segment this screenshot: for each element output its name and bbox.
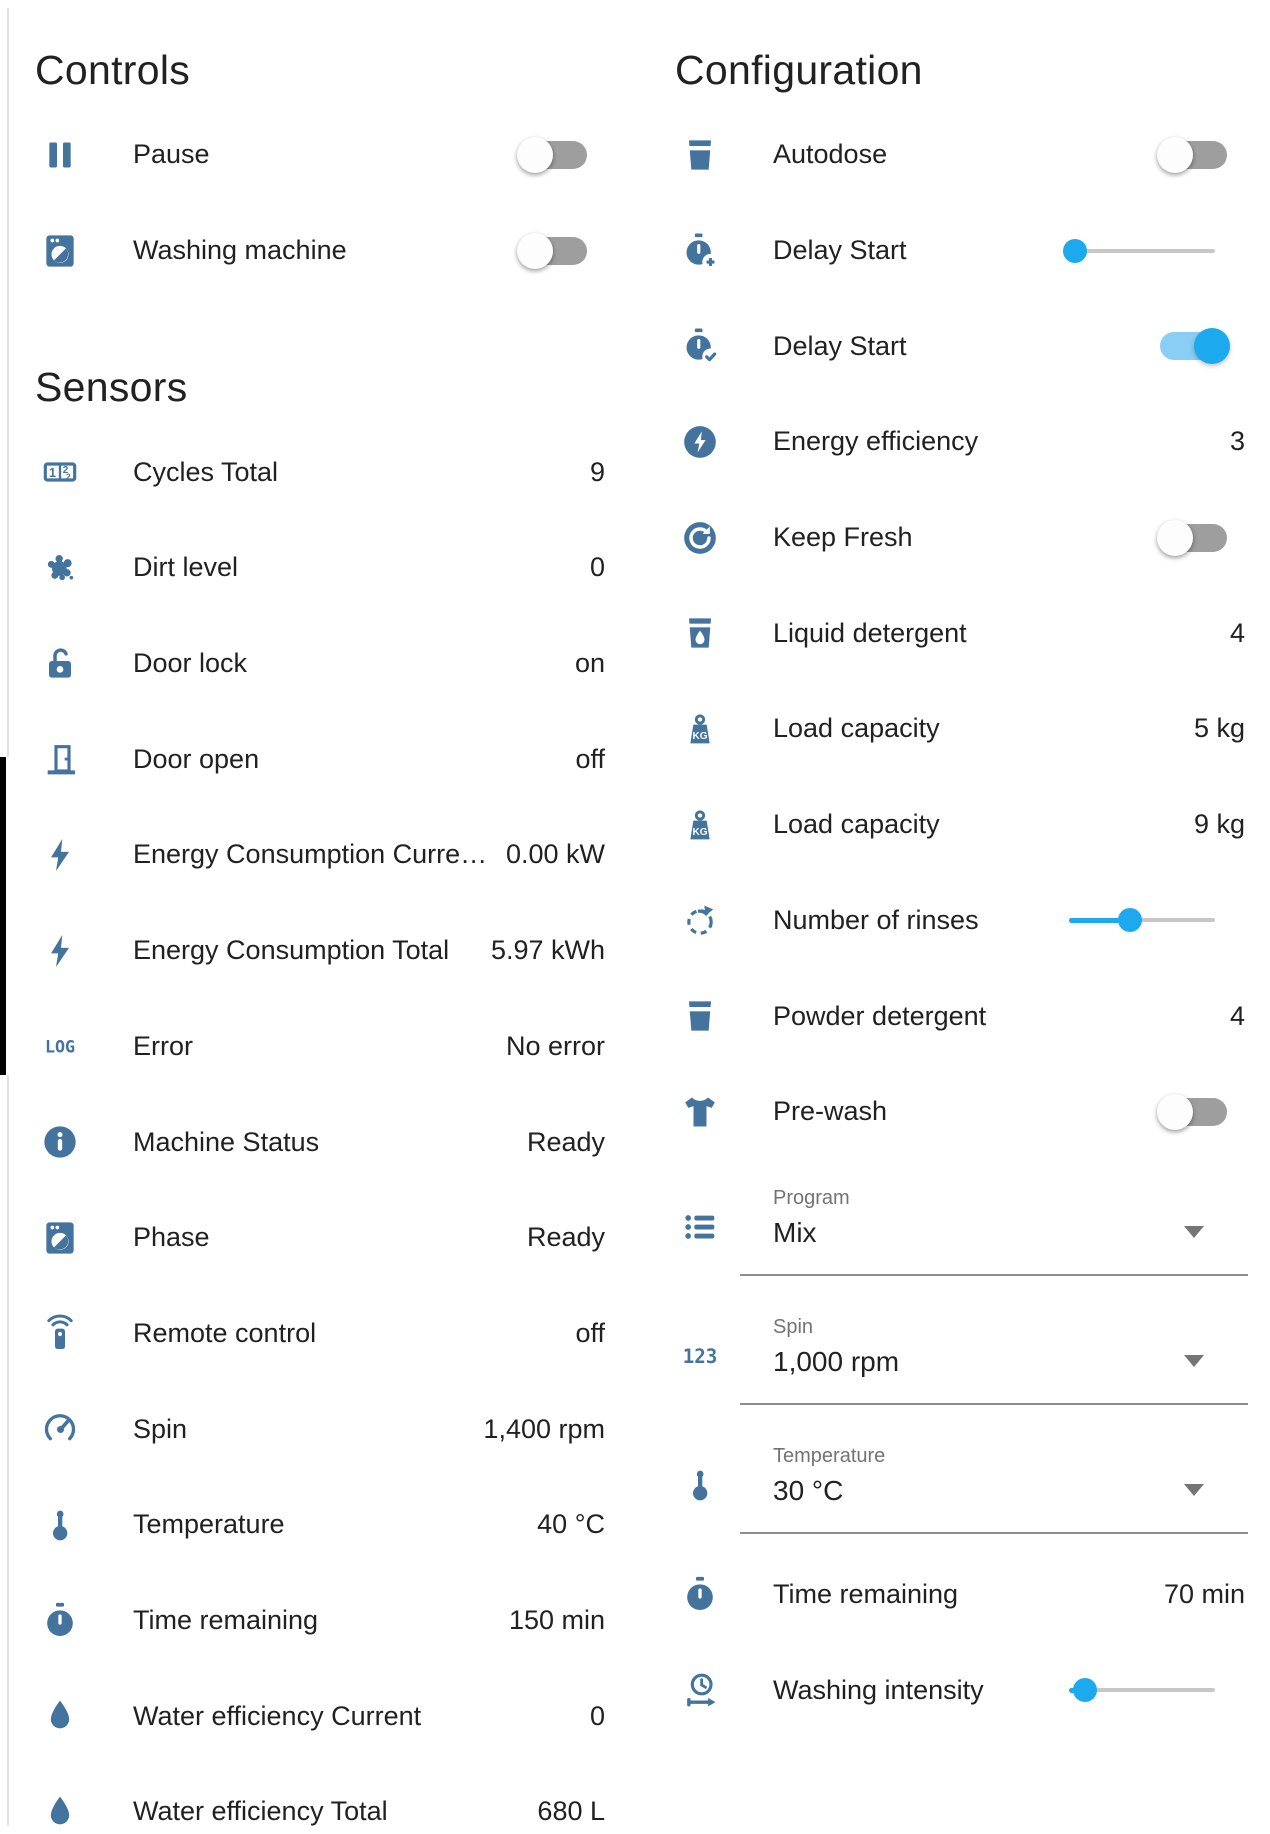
row-label: Delay Start xyxy=(773,235,907,266)
dirt-splat-icon xyxy=(40,548,80,588)
flash-icon xyxy=(40,835,80,875)
configuration-title: Configuration xyxy=(675,46,923,93)
flash-circle-icon xyxy=(680,422,720,462)
row-value: 0 xyxy=(589,552,605,583)
slider-thumb[interactable] xyxy=(1118,908,1142,932)
row-label: Water efficiency Current xyxy=(133,1700,422,1731)
select-label: Spin xyxy=(773,1315,814,1338)
select-value: 1,000 rpm xyxy=(773,1345,900,1377)
toggle-thumb[interactable] xyxy=(517,233,553,269)
sensor-row-dirt-level[interactable] xyxy=(8,520,608,616)
sensor-row-remote-control[interactable] xyxy=(8,1286,608,1382)
row-value: 9 kg xyxy=(1193,809,1245,840)
select-body[interactable] xyxy=(773,1160,1248,1249)
svg-text:KG: KG xyxy=(692,730,708,742)
row-label: Phase xyxy=(133,1222,210,1253)
select-underline xyxy=(740,1532,1248,1534)
config-row-delay-start-toggle[interactable] xyxy=(648,298,1248,394)
row-label: Remote control xyxy=(133,1317,317,1348)
clock-arrow-icon xyxy=(680,1670,720,1710)
row-value: Ready xyxy=(526,1126,605,1157)
toggle-thumb[interactable] xyxy=(1194,328,1230,364)
water-drop-icon xyxy=(40,1792,80,1832)
row-value: 4 xyxy=(1229,1000,1245,1031)
row-label: Energy Consumption Curre… xyxy=(133,839,488,870)
washing-machine-toggle[interactable] xyxy=(520,237,587,265)
control-row-washing-machine[interactable] xyxy=(8,203,608,299)
config-row-time-remaining[interactable] xyxy=(648,1547,1248,1643)
lock-open-icon xyxy=(40,644,80,684)
right-column xyxy=(648,0,1248,1738)
row-label: Keep Fresh xyxy=(773,522,913,553)
washing-machine-icon xyxy=(40,1218,80,1258)
config-row-powder-detergent[interactable] xyxy=(648,968,1248,1064)
detergent-cup-icon xyxy=(680,135,720,175)
door-open-icon xyxy=(40,739,80,779)
weight-kg-icon xyxy=(680,709,720,749)
autodose-toggle[interactable] xyxy=(1160,141,1227,169)
toggle-thumb[interactable] xyxy=(1157,1094,1193,1130)
sensor-row-machine-status[interactable] xyxy=(8,1094,608,1190)
select-value: Mix xyxy=(773,1216,817,1248)
row-label: Liquid detergent xyxy=(773,617,967,648)
remote-control-icon xyxy=(40,1313,80,1353)
left-column xyxy=(8,0,608,1834)
sensor-row-door-open[interactable] xyxy=(8,711,608,807)
pause-icon xyxy=(40,135,80,175)
row-label: Energy Consumption Total xyxy=(133,935,450,966)
row-value: 4 xyxy=(1229,617,1245,648)
tshirt-icon xyxy=(680,1092,720,1132)
row-label: Machine Status xyxy=(133,1126,320,1157)
select-label: Temperature xyxy=(773,1444,886,1467)
select-label: Program xyxy=(773,1186,850,1209)
select-row-temperature[interactable] xyxy=(648,1418,1248,1547)
sensors-title: Sensors xyxy=(35,364,188,411)
slider-thumb[interactable] xyxy=(1073,1678,1097,1702)
select-row-spin[interactable] xyxy=(648,1289,1248,1418)
row-label: Dirt level xyxy=(133,552,239,583)
slider-track[interactable] xyxy=(1069,249,1215,253)
sensor-row-error[interactable] xyxy=(8,999,608,1095)
row-value: on xyxy=(574,648,605,679)
row-label: Powder detergent xyxy=(773,1000,987,1031)
svg-text:2: 2 xyxy=(62,465,69,477)
svg-text:LOG: LOG xyxy=(44,1037,76,1057)
sensor-row-water-efficiency-current[interactable] xyxy=(8,1668,608,1764)
select-body[interactable] xyxy=(773,1418,1248,1507)
row-value: 70 min xyxy=(1163,1578,1245,1609)
row-label: Cycles Total xyxy=(133,456,279,487)
config-row-liquid-detergent[interactable] xyxy=(648,585,1248,681)
select-underline xyxy=(740,1274,1248,1276)
thermometer-icon xyxy=(680,1465,720,1505)
sensor-row-time-remaining[interactable] xyxy=(8,1573,608,1669)
row-value: 0.00 kW xyxy=(505,839,605,870)
select-value: 30 °C xyxy=(773,1474,844,1506)
left-edge-scrollbar[interactable] xyxy=(0,757,6,1075)
toggle-thumb[interactable] xyxy=(517,137,553,173)
sensor-row-energy-consumption-total[interactable] xyxy=(8,903,608,999)
row-value: 1,400 rpm xyxy=(483,1413,605,1444)
row-label: Load capacity xyxy=(773,809,940,840)
config-row-number-of-rinses[interactable] xyxy=(648,873,1248,969)
row-label: Time remaining xyxy=(773,1578,959,1609)
weight-kg-icon xyxy=(680,805,720,845)
row-label: Pause xyxy=(133,139,210,170)
sensor-row-water-efficiency-total[interactable] xyxy=(8,1764,608,1834)
row-value: 9 xyxy=(589,456,605,487)
row-value: No error xyxy=(505,1030,605,1061)
number-of-rinses-slider[interactable] xyxy=(1069,907,1215,933)
svg-text:KG: KG xyxy=(692,826,708,838)
row-value: 5.97 kWh xyxy=(490,935,605,966)
timer-check-icon xyxy=(680,326,720,366)
controls-title: Controls xyxy=(35,46,191,93)
select-row-program[interactable] xyxy=(648,1160,1248,1289)
gauge-icon xyxy=(40,1409,80,1449)
config-row-pre-wash[interactable] xyxy=(648,1064,1248,1160)
row-label: Door lock xyxy=(133,648,248,679)
row-value: 3 xyxy=(1229,426,1245,457)
config-row-delay-start-slider[interactable] xyxy=(648,203,1248,299)
row-label: Spin xyxy=(133,1413,188,1444)
row-label: Water efficiency Total xyxy=(133,1796,388,1827)
pause-toggle[interactable] xyxy=(520,141,587,169)
config-row-energy-efficiency[interactable] xyxy=(648,394,1248,490)
timer-plus-icon xyxy=(680,231,720,271)
row-label: Time remaining xyxy=(133,1604,319,1635)
row-label: Load capacity xyxy=(773,713,940,744)
select-body[interactable] xyxy=(773,1289,1248,1378)
slider-thumb[interactable] xyxy=(1063,239,1087,263)
delay-start-slider[interactable] xyxy=(1069,238,1215,264)
row-label: Temperature xyxy=(133,1509,285,1540)
sensor-row-temperature[interactable] xyxy=(8,1477,608,1573)
washing-machine-icon xyxy=(40,231,80,271)
chevron-down-icon[interactable] xyxy=(1184,1355,1204,1367)
sensor-row-spin[interactable] xyxy=(8,1381,608,1477)
sensor-row-phase[interactable] xyxy=(8,1190,608,1286)
refresh-circle-icon xyxy=(680,518,720,558)
log-icon xyxy=(40,1026,80,1066)
liquid-detergent-cup-icon xyxy=(680,613,720,653)
rotate-dashed-icon xyxy=(680,900,720,940)
timer-icon xyxy=(680,1574,720,1614)
keep-fresh-toggle[interactable] xyxy=(1160,524,1227,552)
chevron-down-icon[interactable] xyxy=(1184,1226,1204,1238)
numeric-123-icon xyxy=(680,1336,720,1376)
row-value: 0 xyxy=(589,1700,605,1731)
water-drop-icon xyxy=(40,1696,80,1736)
row-value: off xyxy=(575,743,605,774)
row-label: Door open xyxy=(133,743,260,774)
row-value: off xyxy=(575,1317,605,1348)
detergent-cup-icon xyxy=(680,996,720,1036)
row-label: Energy efficiency xyxy=(773,426,979,457)
information-icon xyxy=(40,1122,80,1162)
row-label: Washing intensity xyxy=(773,1674,984,1705)
delay-start-toggle[interactable] xyxy=(1160,332,1227,360)
row-label: Number of rinses xyxy=(773,904,979,935)
config-row-keep-fresh[interactable] xyxy=(648,490,1248,586)
timer-icon xyxy=(40,1600,80,1640)
control-row-pause[interactable] xyxy=(8,107,608,203)
counter-icon xyxy=(40,452,80,492)
row-label: Autodose xyxy=(773,139,888,170)
washing-intensity-slider[interactable] xyxy=(1069,1677,1215,1703)
row-value: 40 °C xyxy=(537,1509,605,1540)
toggle-thumb[interactable] xyxy=(1157,520,1193,556)
sensor-row-energy-consumption-current[interactable] xyxy=(8,807,608,903)
svg-text:123: 123 xyxy=(682,1344,718,1368)
flash-icon xyxy=(40,931,80,971)
row-value: 5 kg xyxy=(1193,713,1245,744)
chevron-down-icon[interactable] xyxy=(1184,1484,1204,1496)
config-row-load-capacity-5[interactable] xyxy=(648,681,1248,777)
svg-text:2: 2 xyxy=(66,471,71,482)
row-label: Error xyxy=(133,1030,193,1061)
list-icon xyxy=(680,1207,720,1247)
row-label: Pre-wash xyxy=(773,1096,888,1127)
svg-text:1: 1 xyxy=(49,466,56,481)
pre-wash-toggle[interactable] xyxy=(1160,1098,1227,1126)
config-row-load-capacity-9[interactable] xyxy=(648,777,1248,873)
config-row-autodose[interactable] xyxy=(648,107,1248,203)
select-underline xyxy=(740,1403,1248,1405)
sensor-row-cycles-total[interactable] xyxy=(8,424,608,520)
config-row-washing-intensity[interactable] xyxy=(648,1642,1248,1738)
row-label: Delay Start xyxy=(773,330,907,361)
row-value: 680 L xyxy=(537,1796,605,1827)
toggle-thumb[interactable] xyxy=(1157,137,1193,173)
row-value: Ready xyxy=(526,1222,605,1253)
thermometer-icon xyxy=(40,1505,80,1545)
row-value: 150 min xyxy=(508,1604,605,1635)
row-label: Washing machine xyxy=(133,235,347,266)
sensor-row-door-lock[interactable] xyxy=(8,616,608,712)
